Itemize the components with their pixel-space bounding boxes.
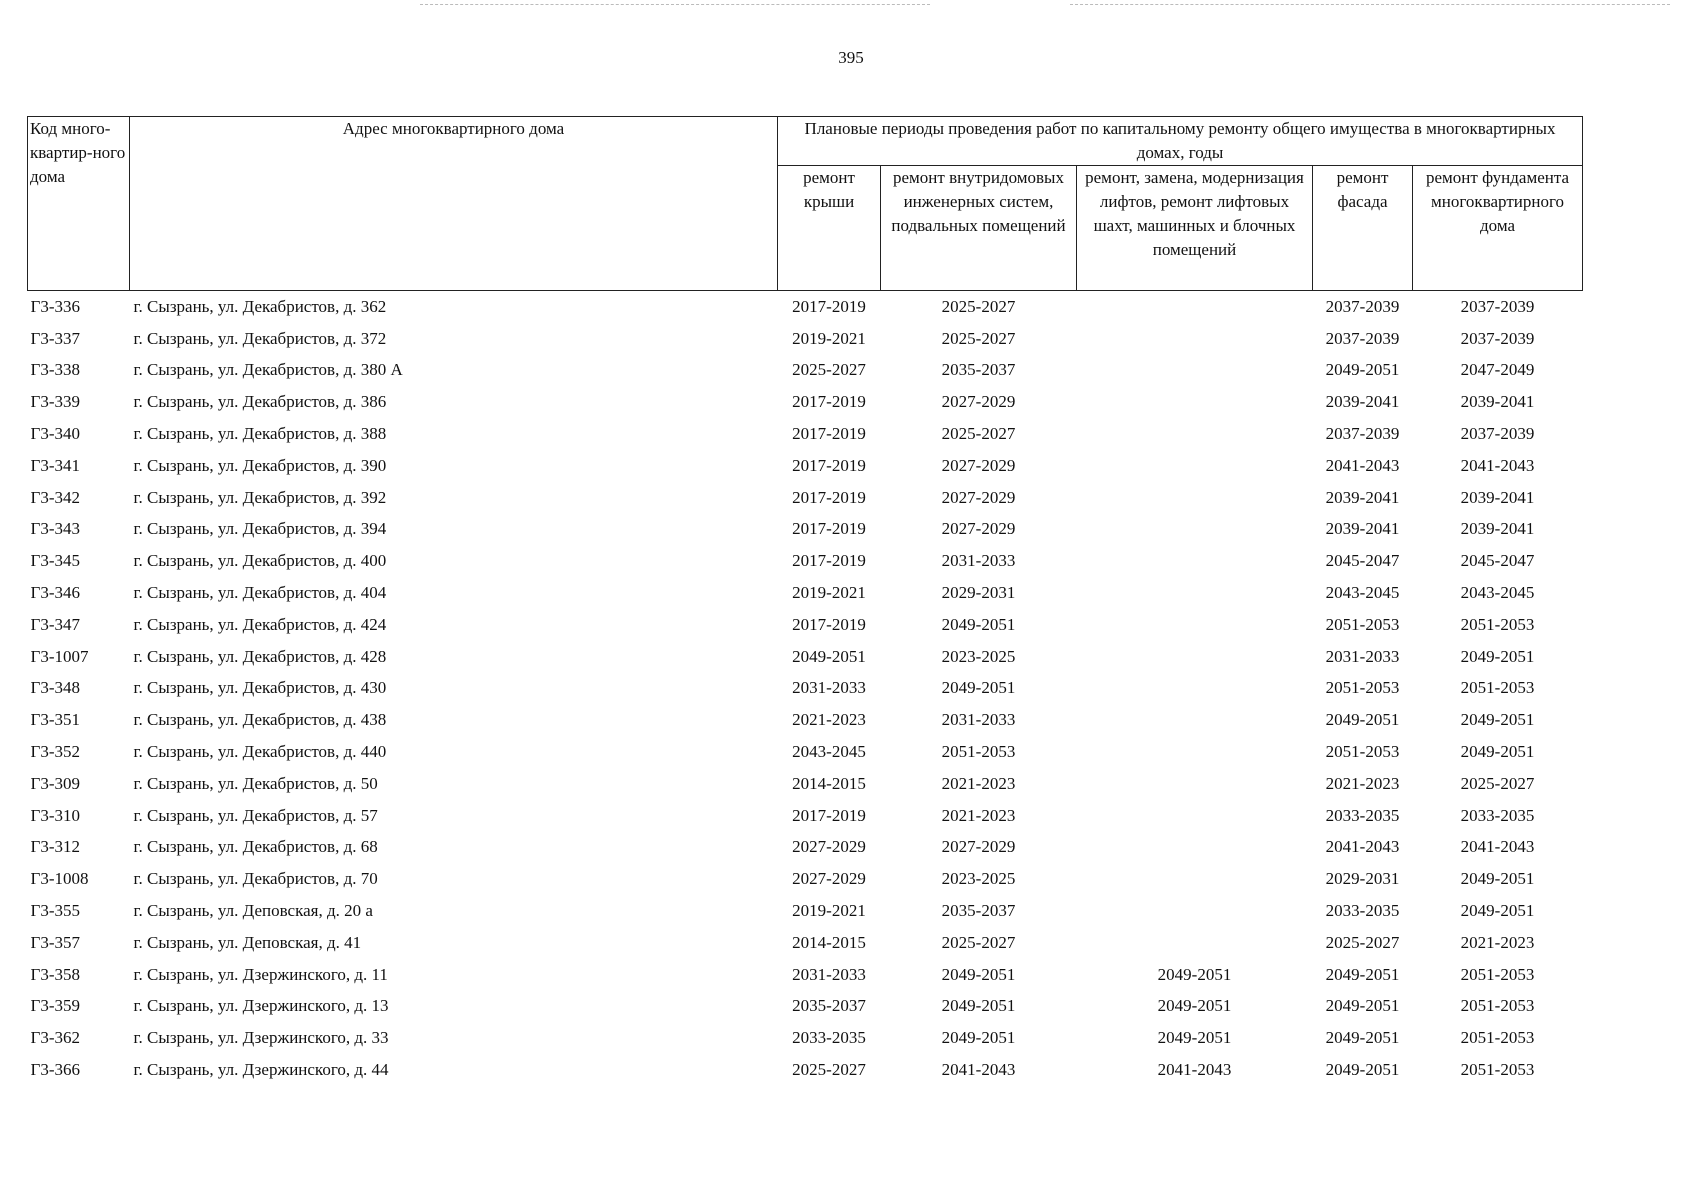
cell-roof: 2025-2027 bbox=[792, 360, 866, 380]
cell-foundation: 2049-2051 bbox=[1460, 869, 1535, 889]
cell-foundation: 2051-2053 bbox=[1460, 996, 1535, 1016]
cell-address: г. Сызрань, ул. Декабристов, д. 362 bbox=[133, 296, 387, 316]
cell-foundation: 2047-2049 bbox=[1460, 360, 1535, 380]
cell-address: г. Сызрань, ул. Дзержинского, д. 44 bbox=[133, 1060, 389, 1080]
cell-code: Г3-340 bbox=[30, 424, 80, 444]
cell-facade: 2045-2047 bbox=[1325, 551, 1400, 571]
cell-roof: 2019-2021 bbox=[792, 901, 866, 921]
cell-address: г. Сызрань, ул. Декабристов, д. 400 bbox=[133, 551, 387, 571]
cell-code: Г3-362 bbox=[30, 1028, 80, 1048]
cell-address: г. Сызрань, ул. Дзержинского, д. 11 bbox=[133, 964, 388, 984]
cell-engineering: 2021-2023 bbox=[941, 805, 1016, 825]
cell-roof: 2017-2019 bbox=[792, 296, 866, 316]
cell-elevators bbox=[1077, 641, 1313, 673]
cell-facade: 2039-2041 bbox=[1325, 392, 1400, 412]
cell-code: Г3-352 bbox=[30, 742, 80, 762]
cell-foundation: 2037-2039 bbox=[1460, 424, 1535, 444]
table-row bbox=[28, 323, 1583, 355]
table-row bbox=[28, 641, 1583, 673]
cell-elevators bbox=[1077, 291, 1313, 323]
cell-elevators bbox=[1077, 895, 1313, 927]
cell-foundation: 2051-2053 bbox=[1460, 678, 1535, 698]
cell-foundation: 2041-2043 bbox=[1460, 837, 1535, 857]
cell-code: Г3-355 bbox=[30, 901, 80, 921]
cell-code: Г3-343 bbox=[30, 519, 80, 539]
cell-foundation: 2041-2043 bbox=[1460, 455, 1535, 475]
cell-roof: 2021-2023 bbox=[792, 710, 866, 730]
cell-code: Г3-351 bbox=[30, 710, 80, 730]
cell-roof: 2017-2019 bbox=[792, 455, 866, 475]
cell-elevators bbox=[1077, 832, 1313, 864]
cell-elevators bbox=[1077, 800, 1313, 832]
cell-code: Г3-1007 bbox=[30, 646, 89, 666]
cell-engineering: 2023-2025 bbox=[941, 869, 1016, 889]
table-row bbox=[28, 355, 1583, 387]
cell-elevators bbox=[1077, 609, 1313, 641]
cell-address: г. Сызрань, ул. Декабристов, д. 68 bbox=[133, 837, 378, 857]
cell-roof: 2017-2019 bbox=[792, 614, 866, 634]
table-row bbox=[28, 291, 1583, 323]
cell-facade: 2041-2043 bbox=[1325, 837, 1400, 857]
cell-roof: 2017-2019 bbox=[792, 392, 866, 412]
cell-code: Г3-336 bbox=[30, 296, 80, 316]
table-row bbox=[28, 609, 1583, 641]
cell-elevators: 2049-2051 bbox=[1157, 1028, 1232, 1048]
cell-address: г. Сызрань, ул. Декабристов, д. 386 bbox=[133, 392, 387, 412]
table-row bbox=[28, 577, 1583, 609]
repair-schedule-table bbox=[27, 116, 1583, 1086]
cell-elevators bbox=[1077, 863, 1313, 895]
cell-address: г. Сызрань, ул. Декабристов, д. 440 bbox=[133, 742, 387, 762]
cell-address: г. Сызрань, ул. Декабристов, д. 424 bbox=[133, 614, 387, 634]
cell-elevators bbox=[1077, 482, 1313, 514]
cell-engineering: 2025-2027 bbox=[941, 424, 1016, 444]
cell-engineering: 2027-2029 bbox=[941, 519, 1016, 539]
cell-elevators bbox=[1077, 450, 1313, 482]
cell-roof: 2027-2029 bbox=[792, 869, 866, 889]
cell-address: г. Сызрань, ул. Декабристов, д. 392 bbox=[133, 487, 387, 507]
table-row bbox=[28, 514, 1583, 546]
cell-engineering: 2027-2029 bbox=[941, 487, 1016, 507]
cell-address: г. Сызрань, ул. Декабристов, д. 380 А bbox=[133, 360, 403, 380]
cell-engineering: 2049-2051 bbox=[941, 964, 1016, 984]
cell-facade: 2025-2027 bbox=[1325, 932, 1400, 952]
cell-facade: 2049-2051 bbox=[1325, 964, 1400, 984]
cell-elevators bbox=[1077, 418, 1313, 450]
cell-engineering: 2049-2051 bbox=[941, 1028, 1016, 1048]
header-code: Код много-квартир-ного дома bbox=[28, 117, 130, 291]
cell-elevators bbox=[1077, 768, 1313, 800]
table-row bbox=[28, 927, 1583, 959]
cell-engineering: 2023-2025 bbox=[941, 646, 1016, 666]
cell-code: Г3-345 bbox=[30, 551, 80, 571]
cell-foundation: 2037-2039 bbox=[1460, 328, 1535, 348]
cell-facade: 2021-2023 bbox=[1325, 773, 1400, 793]
cell-roof: 2017-2019 bbox=[792, 805, 866, 825]
cell-foundation: 2049-2051 bbox=[1460, 901, 1535, 921]
cell-code: Г3-1008 bbox=[30, 869, 89, 889]
cell-elevators: 2049-2051 bbox=[1157, 964, 1232, 984]
table-row bbox=[28, 386, 1583, 418]
cell-roof: 2025-2027 bbox=[792, 1060, 866, 1080]
cell-facade: 2037-2039 bbox=[1325, 296, 1400, 316]
cell-engineering: 2031-2033 bbox=[941, 710, 1016, 730]
cell-foundation: 2025-2027 bbox=[1460, 773, 1535, 793]
cell-elevators bbox=[1077, 673, 1313, 705]
header-elevators: ремонт, замена, модернизация лифтов, ремонт лифтовых шахт, машинных и блочных помещений bbox=[1077, 166, 1313, 291]
table-row bbox=[28, 418, 1583, 450]
header-facade: ремонт фасада bbox=[1313, 166, 1413, 291]
header-engineering: ремонт внутридомовых инженерных систем, подвальных помещений bbox=[881, 166, 1077, 291]
cell-facade: 2037-2039 bbox=[1325, 424, 1400, 444]
cell-facade: 2049-2051 bbox=[1325, 996, 1400, 1016]
cell-code: Г3-347 bbox=[30, 614, 80, 634]
cell-elevators: 2049-2051 bbox=[1157, 996, 1232, 1016]
cell-facade: 2031-2033 bbox=[1325, 646, 1400, 666]
table-row bbox=[28, 1054, 1583, 1086]
cell-facade: 2033-2035 bbox=[1325, 805, 1400, 825]
cell-foundation: 2051-2053 bbox=[1460, 614, 1535, 634]
cell-engineering: 2025-2027 bbox=[941, 932, 1016, 952]
cell-facade: 2051-2053 bbox=[1325, 678, 1400, 698]
cell-address: г. Сызрань, ул. Декабристов, д. 430 bbox=[133, 678, 387, 698]
cell-roof: 2019-2021 bbox=[792, 583, 866, 603]
cell-facade: 2041-2043 bbox=[1325, 455, 1400, 475]
cell-foundation: 2051-2053 bbox=[1460, 1060, 1535, 1080]
cell-address: г. Сызрань, ул. Декабристов, д. 57 bbox=[133, 805, 378, 825]
table-row bbox=[28, 673, 1583, 705]
table-row bbox=[28, 545, 1583, 577]
cell-address: г. Сызрань, ул. Декабристов, д. 70 bbox=[133, 869, 378, 889]
cell-facade: 2051-2053 bbox=[1325, 614, 1400, 634]
table-row bbox=[28, 895, 1583, 927]
cell-engineering: 2041-2043 bbox=[941, 1060, 1016, 1080]
table-row bbox=[28, 832, 1583, 864]
cell-roof: 2049-2051 bbox=[792, 646, 866, 666]
cell-code: Г3-341 bbox=[30, 455, 80, 475]
cell-address: г. Сызрань, ул. Декабристов, д. 50 bbox=[133, 773, 378, 793]
cell-roof: 2017-2019 bbox=[792, 487, 866, 507]
cell-address: г. Сызрань, ул. Деповская, д. 41 bbox=[133, 932, 362, 952]
table-row bbox=[28, 736, 1583, 768]
cell-roof: 2017-2019 bbox=[792, 519, 866, 539]
cell-address: г. Сызрань, ул. Декабристов, д. 404 bbox=[133, 583, 387, 603]
cell-address: г. Сызрань, ул. Декабристов, д. 394 bbox=[133, 519, 387, 539]
header-roof: ремонт крыши bbox=[778, 166, 881, 291]
cell-code: Г3-358 bbox=[30, 964, 80, 984]
header-foundation: ремонт фундамента многоквартирного дома bbox=[1413, 166, 1583, 291]
cell-address: г. Сызрань, ул. Декабристов, д. 390 bbox=[133, 455, 387, 475]
cell-code: Г3-312 bbox=[30, 837, 80, 857]
table-row bbox=[28, 991, 1583, 1023]
table-row bbox=[28, 450, 1583, 482]
cell-foundation: 2051-2053 bbox=[1460, 964, 1535, 984]
cell-roof: 2017-2019 bbox=[792, 551, 866, 571]
cell-engineering: 2021-2023 bbox=[941, 773, 1016, 793]
cell-foundation: 2039-2041 bbox=[1460, 519, 1535, 539]
cell-address: г. Сызрань, ул. Декабристов, д. 388 bbox=[133, 424, 387, 444]
cell-code: Г3-337 bbox=[30, 328, 80, 348]
cell-foundation: 2049-2051 bbox=[1460, 646, 1535, 666]
cell-address: г. Сызрань, ул. Дзержинского, д. 13 bbox=[133, 996, 389, 1016]
cell-address: г. Сызрань, ул. Деповская, д. 20 а bbox=[133, 901, 373, 921]
table-row bbox=[28, 863, 1583, 895]
cell-code: Г3-339 bbox=[30, 392, 80, 412]
cell-engineering: 2049-2051 bbox=[941, 614, 1016, 634]
cell-elevators bbox=[1077, 927, 1313, 959]
cell-engineering: 2049-2051 bbox=[941, 678, 1016, 698]
cell-elevators bbox=[1077, 577, 1313, 609]
cell-code: Г3-346 bbox=[30, 583, 80, 603]
cell-foundation: 2033-2035 bbox=[1460, 805, 1535, 825]
cell-elevators bbox=[1077, 704, 1313, 736]
cell-code: Г3-357 bbox=[30, 932, 80, 952]
cell-elevators bbox=[1077, 355, 1313, 387]
cell-engineering: 2051-2053 bbox=[941, 742, 1016, 762]
cell-elevators bbox=[1077, 386, 1313, 418]
cell-elevators bbox=[1077, 545, 1313, 577]
header-address: Адрес многоквартирного дома bbox=[130, 117, 778, 291]
cell-engineering: 2027-2029 bbox=[941, 837, 1016, 857]
cell-elevators bbox=[1077, 323, 1313, 355]
cell-foundation: 2049-2051 bbox=[1460, 710, 1535, 730]
page-number: 395 bbox=[838, 48, 864, 67]
cell-facade: 2037-2039 bbox=[1325, 328, 1400, 348]
cell-facade: 2051-2053 bbox=[1325, 742, 1400, 762]
cell-engineering: 2027-2029 bbox=[941, 392, 1016, 412]
cell-roof: 2027-2029 bbox=[792, 837, 866, 857]
cell-engineering: 2027-2029 bbox=[941, 455, 1016, 475]
cell-address: г. Сызрань, ул. Дзержинского, д. 33 bbox=[133, 1028, 389, 1048]
cell-roof: 2014-2015 bbox=[792, 773, 866, 793]
cell-foundation: 2043-2045 bbox=[1460, 583, 1535, 603]
cell-code: Г3-348 bbox=[30, 678, 80, 698]
table-row bbox=[28, 1022, 1583, 1054]
cell-roof: 2031-2033 bbox=[792, 678, 866, 698]
cell-facade: 2039-2041 bbox=[1325, 487, 1400, 507]
cell-facade: 2033-2035 bbox=[1325, 901, 1400, 921]
scan-artifact-line bbox=[1070, 4, 1670, 5]
cell-facade: 2049-2051 bbox=[1325, 710, 1400, 730]
header-periods: Плановые периоды проведения работ по капитальному ремонту общего имущества в многоквартирных домах, годы bbox=[778, 117, 1583, 166]
cell-roof: 2043-2045 bbox=[792, 742, 866, 762]
cell-engineering: 2031-2033 bbox=[941, 551, 1016, 571]
cell-foundation: 2045-2047 bbox=[1460, 551, 1535, 571]
header-row bbox=[28, 117, 1583, 166]
cell-foundation: 2049-2051 bbox=[1460, 742, 1535, 762]
cell-foundation: 2039-2041 bbox=[1460, 392, 1535, 412]
table-body bbox=[28, 291, 1583, 1086]
cell-engineering: 2029-2031 bbox=[941, 583, 1016, 603]
cell-elevators bbox=[1077, 736, 1313, 768]
cell-foundation: 2037-2039 bbox=[1460, 296, 1535, 316]
table-row bbox=[28, 959, 1583, 991]
cell-code: Г3-310 bbox=[30, 805, 80, 825]
cell-code: Г3-359 bbox=[30, 996, 80, 1016]
cell-foundation: 2021-2023 bbox=[1460, 932, 1535, 952]
cell-code: Г3-366 bbox=[30, 1060, 80, 1080]
cell-facade: 2043-2045 bbox=[1325, 583, 1400, 603]
cell-code: Г3-338 bbox=[30, 360, 80, 380]
cell-facade: 2049-2051 bbox=[1325, 1028, 1400, 1048]
table-row bbox=[28, 768, 1583, 800]
cell-facade: 2029-2031 bbox=[1325, 869, 1400, 889]
cell-roof: 2019-2021 bbox=[792, 328, 866, 348]
cell-elevators bbox=[1077, 514, 1313, 546]
table-row bbox=[28, 482, 1583, 514]
cell-roof: 2017-2019 bbox=[792, 424, 866, 444]
cell-address: г. Сызрань, ул. Декабристов, д. 372 bbox=[133, 328, 387, 348]
cell-roof: 2033-2035 bbox=[792, 1028, 866, 1048]
cell-facade: 2039-2041 bbox=[1325, 519, 1400, 539]
table-row bbox=[28, 800, 1583, 832]
table-row bbox=[28, 704, 1583, 736]
cell-facade: 2049-2051 bbox=[1325, 360, 1400, 380]
cell-engineering: 2049-2051 bbox=[941, 996, 1016, 1016]
cell-engineering: 2025-2027 bbox=[941, 328, 1016, 348]
cell-engineering: 2035-2037 bbox=[941, 901, 1016, 921]
cell-roof: 2014-2015 bbox=[792, 932, 866, 952]
cell-facade: 2049-2051 bbox=[1325, 1060, 1400, 1080]
cell-engineering: 2035-2037 bbox=[941, 360, 1016, 380]
cell-address: г. Сызрань, ул. Декабристов, д. 428 bbox=[133, 646, 387, 666]
cell-code: Г3-309 bbox=[30, 773, 80, 793]
cell-foundation: 2039-2041 bbox=[1460, 487, 1535, 507]
cell-roof: 2035-2037 bbox=[792, 996, 866, 1016]
cell-address: г. Сызрань, ул. Декабристов, д. 438 bbox=[133, 710, 387, 730]
cell-roof: 2031-2033 bbox=[792, 964, 866, 984]
scan-artifact-line bbox=[420, 4, 930, 5]
cell-engineering: 2025-2027 bbox=[941, 296, 1016, 316]
cell-elevators: 2041-2043 bbox=[1157, 1060, 1232, 1080]
cell-foundation: 2051-2053 bbox=[1460, 1028, 1535, 1048]
cell-code: Г3-342 bbox=[30, 487, 80, 507]
